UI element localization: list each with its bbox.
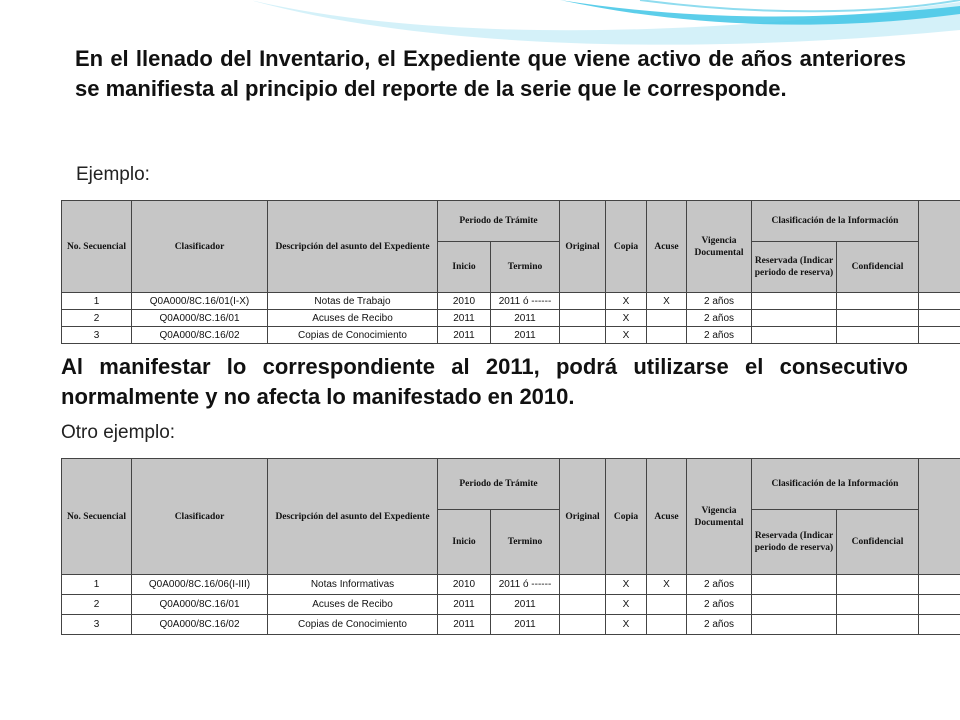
cell-no: 3 [62, 615, 132, 635]
header-vigencia: Vigencia Documental [687, 459, 752, 575]
header-empty [919, 459, 960, 575]
cell-empty [919, 293, 960, 310]
cell-inicio: 2010 [438, 293, 491, 310]
consecutive-heading: Al manifestar lo correspondiente al 2011, podrá utilizarse el consecutivo normalmente y no afecta lo manifestado en 2010. [61, 354, 908, 409]
inventory-table-1 [61, 200, 960, 344]
cell-inicio: 2011 [438, 595, 491, 615]
header-clasificador: Clasificador [132, 459, 268, 575]
cell-termino: 2011 [491, 310, 560, 327]
inventory-table-2 [61, 458, 960, 635]
header-copia: Copia [606, 201, 647, 293]
cell-copia: X [606, 310, 647, 327]
header-termino: Termino [491, 242, 560, 293]
cell-original [560, 615, 606, 635]
header-acuse: Acuse [647, 459, 687, 575]
header-no-secuencial: No. Secuencial [62, 201, 132, 293]
cell-empty [919, 327, 960, 344]
cell-original [560, 327, 606, 344]
cell-copia: X [606, 293, 647, 310]
header-descripcion: Descripción del asunto del Expediente [268, 201, 438, 293]
cell-acuse [647, 595, 687, 615]
cell-empty [919, 310, 960, 327]
cell-termino: 2011 [491, 595, 560, 615]
header-inicio: Inicio [438, 242, 491, 293]
cell-confidencial [837, 327, 919, 344]
cell-vigencia: 2 años [687, 293, 752, 310]
cell-acuse: X [647, 293, 687, 310]
table-row [62, 293, 960, 310]
cell-termino: 2011 ó ------ [491, 575, 560, 595]
header-no-secuencial: No. Secuencial [62, 459, 132, 575]
cell-clasificador: Q0A000/8C.16/01 [132, 595, 268, 615]
cell-vigencia: 2 años [687, 310, 752, 327]
table-row [62, 327, 960, 344]
cell-original [560, 595, 606, 615]
cell-empty [919, 575, 960, 595]
cell-no: 3 [62, 327, 132, 344]
cell-inicio: 2011 [438, 615, 491, 635]
header-reservada: Reservada (Indicar periodo de reserva) [752, 510, 837, 575]
cell-reservada [752, 595, 837, 615]
header-empty [919, 201, 960, 293]
cell-acuse: X [647, 575, 687, 595]
another-example-label: Otro ejemplo: [61, 422, 176, 443]
cell-confidencial [837, 293, 919, 310]
table-row [62, 595, 960, 615]
cell-confidencial [837, 615, 919, 635]
cell-clasificador: Q0A000/8C.16/06(I-III) [132, 575, 268, 595]
cell-vigencia: 2 años [687, 615, 752, 635]
cell-inicio: 2011 [438, 327, 491, 344]
cell-descripcion: Copias de Conocimiento [268, 327, 438, 344]
cell-descripcion: Notas Informativas [268, 575, 438, 595]
cell-acuse [647, 615, 687, 635]
header-periodo-tramite: Periodo de Trámite [438, 201, 560, 242]
cell-empty [919, 615, 960, 635]
header-original: Original [560, 459, 606, 575]
cell-acuse [647, 310, 687, 327]
cell-clasificador: Q0A000/8C.16/01 [132, 310, 268, 327]
example-label: Ejemplo: [76, 164, 150, 185]
cell-reservada [752, 310, 837, 327]
header-copia: Copia [606, 459, 647, 575]
cell-copia: X [606, 575, 647, 595]
cell-inicio: 2011 [438, 310, 491, 327]
cell-reservada [752, 575, 837, 595]
cell-vigencia: 2 años [687, 575, 752, 595]
cell-reservada [752, 327, 837, 344]
cell-clasificador: Q0A000/8C.16/02 [132, 615, 268, 635]
header-termino: Termino [491, 510, 560, 575]
cell-confidencial [837, 595, 919, 615]
cell-no: 2 [62, 595, 132, 615]
cell-clasificador: Q0A000/8C.16/02 [132, 327, 268, 344]
cell-termino: 2011 [491, 615, 560, 635]
cell-inicio: 2010 [438, 575, 491, 595]
intro-heading: En el llenado del Inventario, el Expediente que viene activo de años anteriores se manifiesta al principio del reporte de la serie que le corresponde. [75, 46, 906, 101]
cell-confidencial [837, 310, 919, 327]
header-acuse: Acuse [647, 201, 687, 293]
cell-no: 2 [62, 310, 132, 327]
header-descripcion: Descripción del asunto del Expediente [268, 459, 438, 575]
cell-no: 1 [62, 293, 132, 310]
cell-acuse [647, 327, 687, 344]
cell-vigencia: 2 años [687, 595, 752, 615]
cell-no: 1 [62, 575, 132, 595]
cell-copia: X [606, 327, 647, 344]
cell-original [560, 575, 606, 595]
header-inicio: Inicio [438, 510, 491, 575]
cell-empty [919, 595, 960, 615]
header-clasificacion: Clasificación de la Información [752, 459, 919, 510]
header-clasificador: Clasificador [132, 201, 268, 293]
header-confidencial: Confidencial [837, 510, 919, 575]
cell-termino: 2011 [491, 327, 560, 344]
cell-copia: X [606, 615, 647, 635]
cell-reservada [752, 293, 837, 310]
header-original: Original [560, 201, 606, 293]
cell-vigencia: 2 años [687, 327, 752, 344]
header-vigencia: Vigencia Documental [687, 201, 752, 293]
table-row [62, 615, 960, 635]
cell-original [560, 310, 606, 327]
cell-descripcion: Copias de Conocimiento [268, 615, 438, 635]
cell-clasificador: Q0A000/8C.16/01(I-X) [132, 293, 268, 310]
header-clasificacion: Clasificación de la Información [752, 201, 919, 242]
cell-descripcion: Notas de Trabajo [268, 293, 438, 310]
header-confidencial: Confidencial [837, 242, 919, 293]
cell-reservada [752, 615, 837, 635]
cell-descripcion: Acuses de Recibo [268, 595, 438, 615]
table-row [62, 310, 960, 327]
header-periodo-tramite: Periodo de Trámite [438, 459, 560, 510]
cell-descripcion: Acuses de Recibo [268, 310, 438, 327]
table-row [62, 575, 960, 595]
cell-original [560, 293, 606, 310]
cell-confidencial [837, 575, 919, 595]
cell-termino: 2011 ó ------ [491, 293, 560, 310]
cell-copia: X [606, 595, 647, 615]
header-reservada: Reservada (Indicar periodo de reserva) [752, 242, 837, 293]
